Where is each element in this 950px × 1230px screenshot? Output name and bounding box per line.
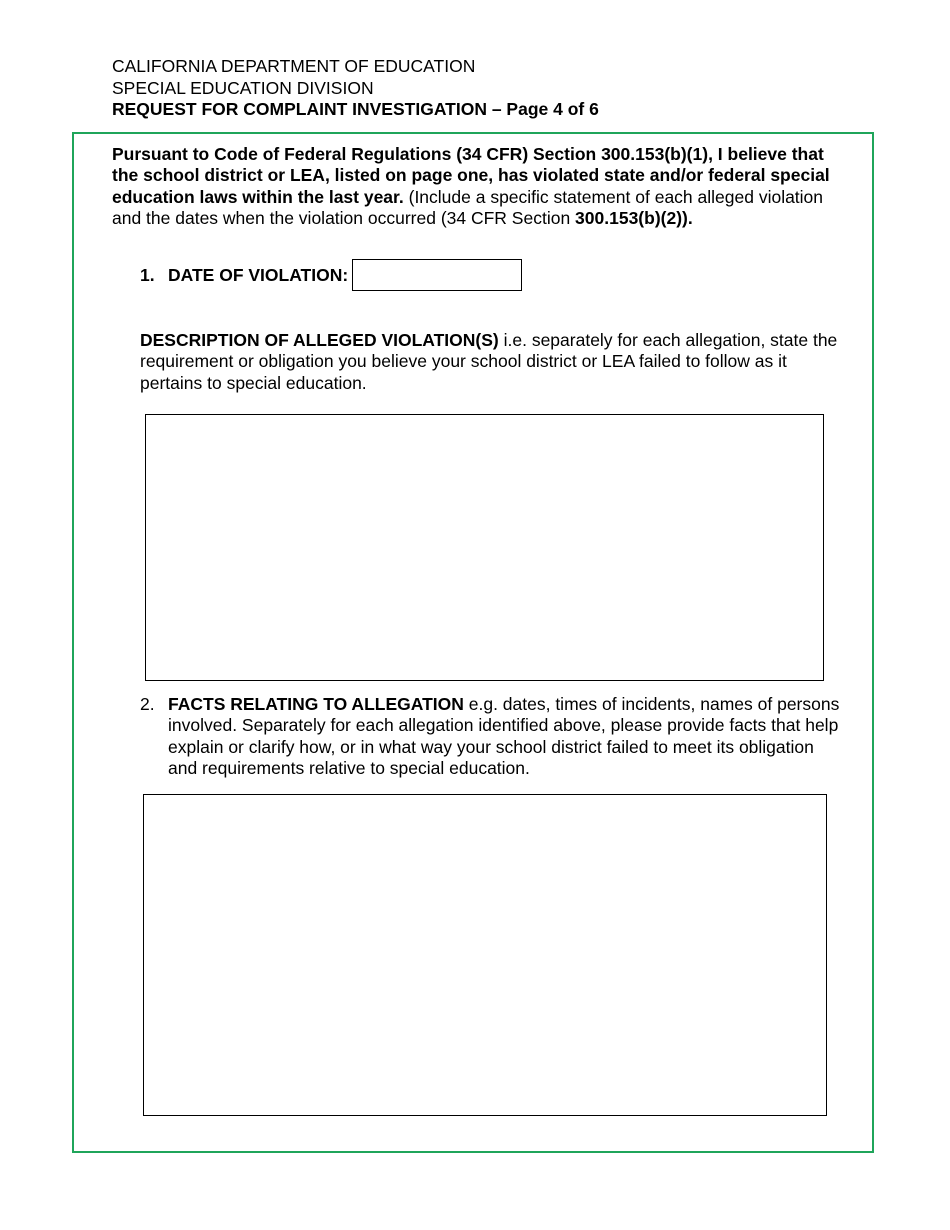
item-number-2: 2.: [140, 694, 155, 714]
description-instructions: [140, 330, 840, 394]
header-department: CALIFORNIA DEPARTMENT OF EDUCATION: [112, 56, 476, 76]
page-header: [112, 56, 599, 121]
date-of-violation-field[interactable]: [352, 259, 522, 291]
description-heading: DESCRIPTION OF ALLEGED VIOLATION(S): [140, 330, 499, 350]
date-of-violation-label: DATE OF VIOLATION:: [168, 264, 349, 285]
date-of-violation-row: [140, 259, 522, 291]
header-division: SPECIAL EDUCATION DIVISION: [112, 77, 374, 98]
description-text: i.e. separately for each allegation, state the requirement or obligation you believe your school district or LEA failed to follow as it pertains to special education.: [140, 330, 838, 393]
header-form-title: REQUEST FOR COMPLAINT INVESTIGATION – Page 4 of 6: [112, 99, 599, 119]
intro-bold-lead: Pursuant to Code of Federal Regulations (34 CFR) Section 300.153(b)(1), I believe that the school district or LEA, listed on page one, has violated state and/or federal special education laws within the last year.: [112, 144, 830, 207]
facts-text-block: [168, 694, 840, 780]
item-number-1: 1.: [140, 264, 155, 285]
description-textarea[interactable]: [145, 414, 824, 681]
intro-paragraph: [112, 144, 842, 230]
facts-heading: FACTS RELATING TO ALLEGATION: [168, 694, 464, 714]
facts-instructions: [140, 694, 840, 780]
intro-citation: 300.153(b)(2)).: [575, 208, 693, 229]
facts-textarea[interactable]: [143, 794, 827, 1116]
facts-text: e.g. dates, times of incidents, names of persons involved. Separately for each allegation identified above, please provide facts that help explain or clarify how, or in what way your school district failed to meet its obligation and requirements relative to special education.: [168, 694, 840, 779]
intro-instruction: (Include a specific statement of each alleged violation and the dates when the violation occurred (34 CFR Section: [112, 186, 824, 229]
